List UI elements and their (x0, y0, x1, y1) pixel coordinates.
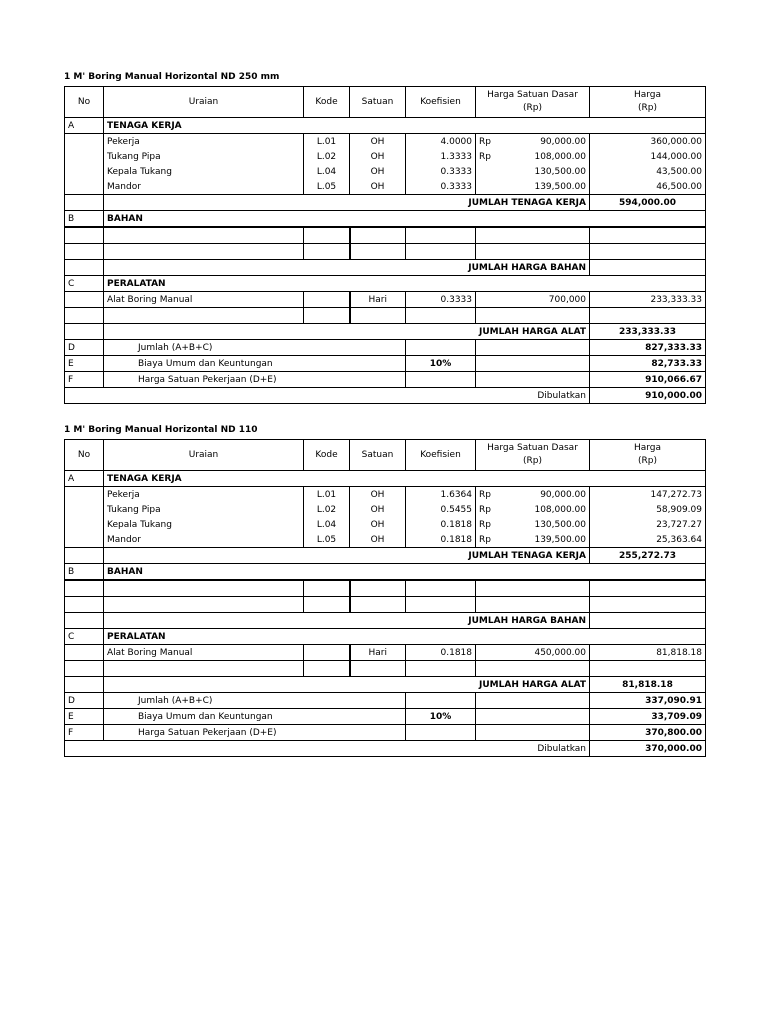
rounded-row (65, 741, 706, 757)
summary-row-f (65, 725, 706, 741)
item-satuan: OH (350, 134, 406, 150)
item-satuan: Hari (350, 645, 406, 661)
item-harga-satuan: 130,500.00 (476, 164, 590, 179)
item-koef: 1.6364 (406, 487, 476, 503)
group-row-bahan (65, 211, 706, 228)
summary-label: Biaya Umum dan Keuntungan (104, 356, 406, 372)
group-row-bahan (65, 564, 706, 581)
group-row-tenaga-kerja (65, 118, 706, 134)
item-name: Pekerja (104, 487, 304, 503)
header-no: No (65, 440, 104, 471)
summary-label: Jumlah (A+B+C) (104, 693, 406, 709)
rounded-label: Dibulatkan (476, 741, 590, 757)
group-row-tenaga-kerja (65, 471, 706, 487)
item-koef: 0.3333 (406, 292, 476, 308)
item-koef: 0.1818 (406, 517, 476, 532)
group-code: A (65, 118, 104, 134)
item-kode: L.02 (304, 502, 350, 517)
header-koefisien: Koefisien (406, 440, 476, 471)
empty-row (65, 308, 706, 324)
item-kode: L.05 (304, 179, 350, 195)
summary-percent: 10% (406, 709, 476, 725)
group-code: B (65, 211, 104, 228)
rounded-value: 910,000.00 (590, 388, 706, 404)
empty-row (65, 580, 706, 597)
item-satuan: OH (350, 532, 406, 548)
item-kode: L.01 (304, 134, 350, 150)
subtotal-row-alat (65, 677, 706, 693)
item-name: Tukang Pipa (104, 149, 304, 164)
header-koefisien: Koefisien (406, 87, 476, 118)
item-name: Pekerja (104, 134, 304, 150)
item-harga-satuan: 450,000.00 (476, 645, 590, 661)
header-uraian: Uraian (104, 440, 304, 471)
summary-row-f (65, 372, 706, 388)
item-harga: 58,909.09 (590, 502, 706, 517)
item-name: Tukang Pipa (104, 502, 304, 517)
summary-row-d (65, 693, 706, 709)
header-kode: Kode (304, 87, 350, 118)
header-harga: Harga (Rp) (590, 440, 706, 471)
summary-code: F (65, 372, 104, 388)
table-row (65, 502, 706, 517)
item-harga: 233,333.33 (590, 292, 706, 308)
subtotal-row-bahan (65, 260, 706, 276)
item-koef: 0.3333 (406, 164, 476, 179)
group-label: BAHAN (104, 564, 706, 581)
item-harga: 81,818.18 (590, 645, 706, 661)
item-harga: 144,000.00 (590, 149, 706, 164)
summary-value: 337,090.91 (590, 693, 706, 709)
subtotal-value: 255,272.73 (590, 548, 706, 564)
header-harga-satuan: Harga Satuan Dasar (Rp) (476, 440, 590, 471)
subtotal-value: 233,333.33 (590, 324, 706, 340)
header-satuan: Satuan (350, 440, 406, 471)
ahsp-table (64, 86, 706, 404)
subtotal-row-bahan (65, 613, 706, 629)
group-code: B (65, 564, 104, 581)
item-name: Alat Boring Manual (104, 292, 304, 308)
item-name: Mandor (104, 532, 304, 548)
summary-row-e (65, 356, 706, 372)
item-name: Kepala Tukang (104, 164, 304, 179)
group-label: PERALATAN (104, 629, 706, 645)
item-kode: L.05 (304, 532, 350, 548)
item-harga-satuan: Rp 90,000.00 (476, 134, 590, 150)
header-kode: Kode (304, 440, 350, 471)
header-satuan: Satuan (350, 87, 406, 118)
item-kode: L.04 (304, 517, 350, 532)
subtotal-label: JUMLAH TENAGA KERJA (104, 548, 590, 564)
rounded-row (65, 388, 706, 404)
item-harga-satuan: 139,500.00 (476, 179, 590, 195)
item-kode: L.02 (304, 149, 350, 164)
summary-label: Harga Satuan Pekerjaan (D+E) (104, 725, 406, 741)
item-koef: 0.3333 (406, 179, 476, 195)
summary-value: 827,333.33 (590, 340, 706, 356)
item-harga-satuan: Rp 139,500.00 (476, 532, 590, 548)
group-label: TENAGA KERJA (104, 118, 706, 134)
subtotal-row-tenaga (65, 195, 706, 211)
header-harga: Harga (Rp) (590, 87, 706, 118)
table-row (65, 164, 706, 179)
empty-row (65, 661, 706, 677)
table-header-row (65, 440, 706, 471)
empty-row (65, 597, 706, 613)
group-label: TENAGA KERJA (104, 471, 706, 487)
item-harga-satuan: 700,000 (476, 292, 590, 308)
empty-row (65, 244, 706, 260)
summary-label: Harga Satuan Pekerjaan (D+E) (104, 372, 406, 388)
item-satuan: OH (350, 164, 406, 179)
table-row (65, 149, 706, 164)
summary-code: D (65, 693, 104, 709)
table-row (65, 487, 706, 503)
summary-code: D (65, 340, 104, 356)
item-harga: 43,500.00 (590, 164, 706, 179)
summary-value: 33,709.09 (590, 709, 706, 725)
summary-label: Jumlah (A+B+C) (104, 340, 406, 356)
item-name: Alat Boring Manual (104, 645, 304, 661)
summary-percent: 10% (406, 356, 476, 372)
table-row (65, 179, 706, 195)
group-code: A (65, 471, 104, 487)
item-satuan: Hari (350, 292, 406, 308)
empty-row (65, 227, 706, 244)
group-label: BAHAN (104, 211, 706, 228)
header-no: No (65, 87, 104, 118)
item-kode: L.04 (304, 164, 350, 179)
subtotal-label: JUMLAH HARGA ALAT (104, 324, 590, 340)
subtotal-label: JUMLAH HARGA BAHAN (104, 260, 590, 276)
rounded-value: 370,000.00 (590, 741, 706, 757)
subtotal-value: 594,000.00 (590, 195, 706, 211)
subtotal-row-alat (65, 324, 706, 340)
item-koef: 0.5455 (406, 502, 476, 517)
subtotal-label: JUMLAH HARGA BAHAN (104, 613, 590, 629)
item-harga: 23,727.27 (590, 517, 706, 532)
item-name: Mandor (104, 179, 304, 195)
table-row (65, 645, 706, 661)
subtotal-label: JUMLAH TENAGA KERJA (104, 195, 590, 211)
item-harga: 25,363.64 (590, 532, 706, 548)
group-code: C (65, 276, 104, 292)
item-harga: 46,500.00 (590, 179, 706, 195)
table-row (65, 292, 706, 308)
item-satuan: OH (350, 149, 406, 164)
item-name: Kepala Tukang (104, 517, 304, 532)
summary-code: F (65, 725, 104, 741)
group-row-peralatan (65, 629, 706, 645)
item-harga-satuan: Rp 90,000.00 (476, 487, 590, 503)
item-koef: 1.3333 (406, 149, 476, 164)
item-koef: 0.1818 (406, 645, 476, 661)
item-harga-satuan: Rp 130,500.00 (476, 517, 590, 532)
item-koef: 0.1818 (406, 532, 476, 548)
item-harga: 360,000.00 (590, 134, 706, 150)
item-harga-satuan: Rp 108,000.00 (476, 502, 590, 517)
summary-value: 910,066.67 (590, 372, 706, 388)
summary-value: 370,800.00 (590, 725, 706, 741)
table-row (65, 517, 706, 532)
subtotal-label: JUMLAH HARGA ALAT (104, 677, 590, 693)
header-uraian: Uraian (104, 87, 304, 118)
table-header-row (65, 87, 706, 118)
section-title: 1 M' Boring Manual Horizontal ND 110 (64, 425, 258, 435)
summary-row-e (65, 709, 706, 725)
item-satuan: OH (350, 502, 406, 517)
summary-label: Biaya Umum dan Keuntungan (104, 709, 406, 725)
section-title: 1 M' Boring Manual Horizontal ND 250 mm (64, 72, 280, 82)
summary-code: E (65, 709, 104, 725)
ahsp-table (64, 439, 706, 757)
group-row-peralatan (65, 276, 706, 292)
subtotal-value: 81,818.18 (590, 677, 706, 693)
table-row (65, 134, 706, 150)
table-row (65, 532, 706, 548)
summary-row-d (65, 340, 706, 356)
header-harga-satuan: Harga Satuan Dasar (Rp) (476, 87, 590, 118)
item-satuan: OH (350, 517, 406, 532)
summary-code: E (65, 356, 104, 372)
group-label: PERALATAN (104, 276, 706, 292)
item-harga-satuan: Rp 108,000.00 (476, 149, 590, 164)
subtotal-row-tenaga (65, 548, 706, 564)
group-code: C (65, 629, 104, 645)
rounded-label: Dibulatkan (476, 388, 590, 404)
item-kode: L.01 (304, 487, 350, 503)
summary-value: 82,733.33 (590, 356, 706, 372)
item-satuan: OH (350, 179, 406, 195)
item-koef: 4.0000 (406, 134, 476, 150)
item-satuan: OH (350, 487, 406, 503)
item-harga: 147,272.73 (590, 487, 706, 503)
